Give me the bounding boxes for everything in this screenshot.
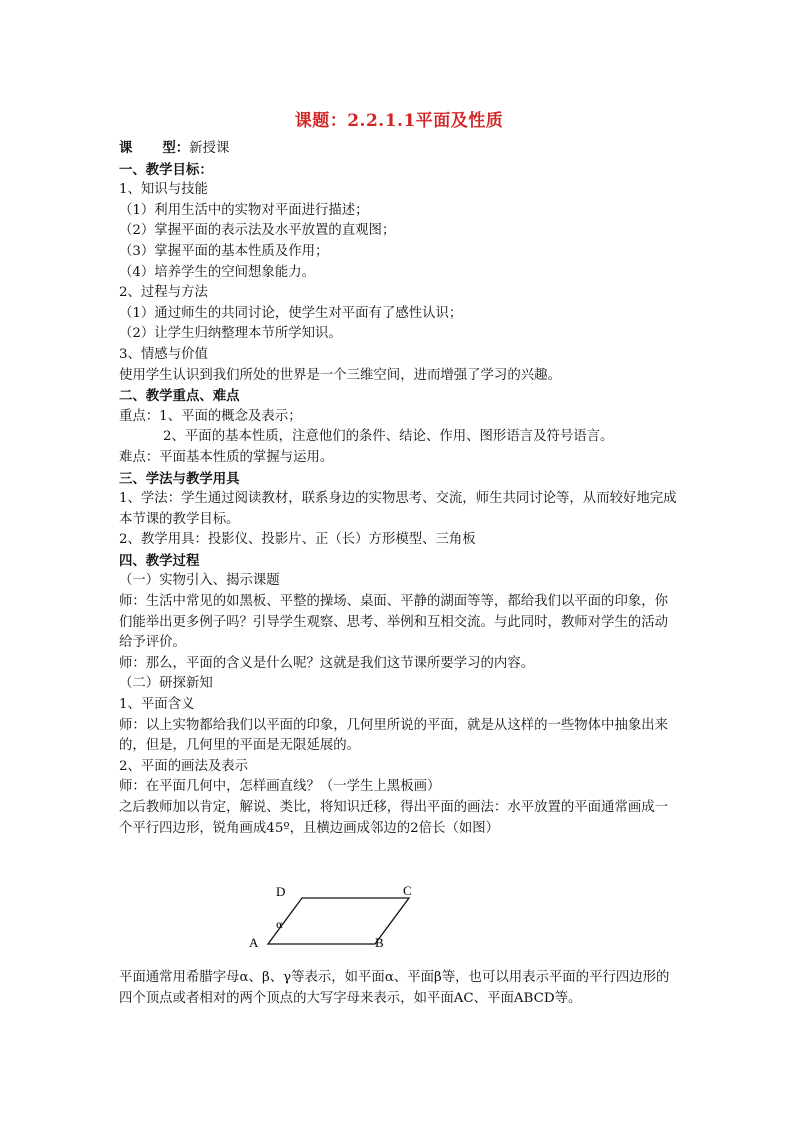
- paragraph: 重点：1、平面的概念及表示；: [119, 408, 302, 424]
- list-item: （4）培养学生的空间想象能力。: [119, 264, 315, 280]
- lesson-type: [119, 138, 679, 160]
- subheading: （二）研探新知: [119, 676, 213, 692]
- subheading-knowledge: 1、知识与技能: [119, 182, 208, 198]
- list-item: （2）让学生归纳整理本节所学知识。: [119, 326, 342, 342]
- paragraph: 2、平面的基本性质，注意他们的条件、结论、作用、图形语言及符号语言。: [163, 429, 614, 445]
- paragraph: 1、学法：学生通过阅读教材，联系身边的实物思考、交流，师生共同讨论等，从而较好地完成本节课的教学目标。: [119, 491, 677, 527]
- subheading-process: 2、过程与方法: [119, 285, 208, 301]
- list-item: （1）利用生活中的实物对平面进行描述；: [119, 202, 369, 218]
- section-heading-key-points: 二、教学重点、难点: [119, 388, 240, 405]
- paragraph: 师：生活中常见的如黑板、平整的操场、桌面、平静的湖面等等，都给我们以平面的印象，你们能举出更多例子吗？引导学生观察、思考、举例和互相交流。与此同时，教师对学生的活动给予评价。: [119, 594, 669, 651]
- section-heading-methods: 三、学法与教学用具: [119, 470, 240, 487]
- paragraph: 师：那么，平面的含义是什么呢？这就是我们这节课所要学习的内容。: [119, 655, 535, 671]
- type-value: 新授课: [189, 141, 230, 156]
- page-title: 课题：2.2.1.1平面及性质: [294, 111, 504, 131]
- vertex-label-a: A: [249, 935, 259, 950]
- subheading: 1、平面含义: [119, 697, 195, 713]
- vertex-label-d: D: [276, 884, 286, 899]
- parallelogram-figure: [247, 878, 427, 958]
- vertex-label-c: C: [403, 883, 412, 898]
- list-item: （2）掌握平面的表示法及水平放置的直观图；: [119, 223, 396, 239]
- list-item: （3）掌握平面的基本性质及作用；: [119, 243, 329, 259]
- subheading-values: 3、情感与价值: [119, 346, 208, 362]
- plane-label-alpha: α: [276, 920, 283, 931]
- section-heading-objectives: 一、教学目标：: [119, 161, 213, 178]
- paragraph: 使用学生认识到我们所处的世界是一个三维空间，进而增强了学习的兴趣。: [119, 367, 561, 383]
- vertex-label-b: B: [375, 935, 384, 950]
- paragraph: 之后教师加以肯定，解说、类比，将知识迁移，得出平面的画法：水平放置的平面通常画成一个平行四边形，锐角画成45º，且横边画成邻边的2倍长（如图）: [119, 800, 669, 836]
- list-item: （1）通过师生的共同讨论，使学生对平面有了感性认识；: [119, 305, 463, 321]
- subheading: 2、平面的画法及表示: [119, 758, 249, 774]
- parallelogram-shape: [268, 898, 409, 944]
- type-label-a: 课: [119, 140, 133, 156]
- type-label-b: 型：: [162, 140, 190, 156]
- paragraph: 师：以上实物都给我们以平面的印象，几何里所说的平面，就是从这样的一些物体中抽象出来的，但是，几何里的平面是无限延展的。: [119, 717, 669, 754]
- closing-paragraph: 平面通常用希腊字母α、β、γ等表示，如平面α、平面β等，也可以用表示平面的平行四边形的四个顶点或者相对的两个顶点的大写字母来表示，如平面AC、平面ABCD等。: [119, 970, 670, 1006]
- paragraph: 2、教学用具：投影仪、投影片、正（长）方形模型、三角板: [119, 532, 476, 548]
- paragraph: 师：在平面几何中，怎样画直线？（一学生上黑板画）: [119, 779, 441, 795]
- paragraph: 难点：平面基本性质的掌握与运用。: [119, 449, 334, 465]
- document-body: [119, 138, 679, 839]
- section-heading-process: 四、教学过程: [119, 552, 200, 569]
- subheading: （一）实物引入、揭示课题: [119, 573, 280, 589]
